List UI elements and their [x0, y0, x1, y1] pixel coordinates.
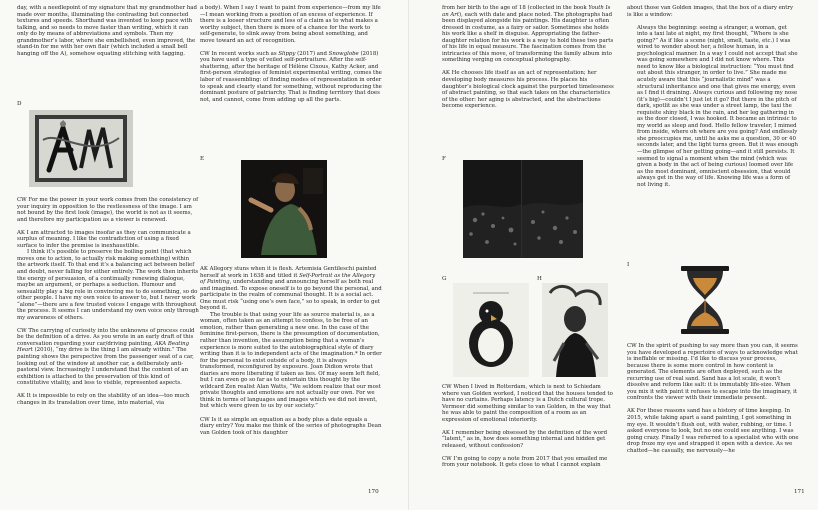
left-column-1-lower	[17, 197, 199, 406]
paragraph: AK I am attracted to images insofar as they can communicate a surplus of meaning. I like the contradiction of using a fixed surface to infer the premise is inexhaustible.	[17, 229, 191, 249]
page-number-right: 171	[794, 489, 805, 495]
figure-i	[675, 264, 735, 336]
figure-f-label: F	[442, 156, 446, 162]
shorthand-tag-photo-icon	[29, 110, 133, 187]
page-number-left: 170	[368, 489, 379, 495]
figure-e	[241, 160, 327, 258]
paragraph: CW I’m going to copy a note from 2017 that you emailed me from your notebook. It gets close to what I cannot explain	[442, 455, 608, 469]
hourglass-icon	[675, 264, 735, 336]
paragraph: CW Is it as simple an equation as a body plus a date equals a diary entry? You make me think of the series of photographs Dean van Golden took of his daughter	[200, 416, 382, 436]
paragraph: I think it’s possible to preserve the boiling point (that which moves one to action, to actually risk making something) within the artwork itself. To that end it’s a balancing act between belief and doubt, never falling for either entirely. The work then inherits the energy of persuasion, of a continually renewing dialogue, maybe an argument, or perhaps a seduction. Humour and sensuality play a big role in convincing me to do something, so do other people. I have my own voice to answer to, but I never work “alone”—there are a few trusted voices I engage with throughout the process. It seems I can understand my own voice only through my awareness of others.	[17, 249, 199, 321]
figure-h-label: H	[537, 276, 542, 282]
figure-g-label: G	[442, 276, 447, 282]
paragraph: CW In the spirit of pushing to say more than you can, it seems you have developed a repertoire of ways to acknowledge what is ineffable or missing. I’d like to discuss your process, because there is some more control in how content is generated. The elements are often deployed, such as the recurring use of real sand. Sand has a lot scale, it won’t dissolve and reform like salt: it is immutably life-size. When you mix it with paint it refuses to escape into the imaginary, it confronts the viewer with their immediate present.	[627, 343, 798, 402]
left-column-2-lower	[200, 266, 382, 436]
quoted-note: Always the beginning: seeing a stranger, a woman, get into a taxi late at night, my first thought, “Where is she going?” As if like a scene (night, smell, taste, etc.) I was wired to wonder about her, a fellow human, in a psychological manner. In a way I could not accept that she was going somewhere and I did not know where. This need to know like a biological instruction: “You must find out about this stranger, in order to live.” She made me acutely aware that this “journalistic mind” was a structural inheritance and one that gives me energy, even as I find it draining. Always curious and following my nose (it’s big)—couldn’t I just let it go? But there in the pitch of dark, spotlit as she was under a street lamp, the taxi the requisite shiny black in the rain, and her leg gathering in as the door closed, I was hooked. It became an intrinsic to my world as sleep and food. Hello fellow traveler, I mimed from inside, where oh where are you going? And endlessly she preoccupies me, until he asks me a question, 30 or 40 seconds later, and the light turns green. But it was enough—the glimpse of her getting going—and it still persists. It seemed to signal a moment when the mind (which was given a body in the act of being curious) loomed over life as the most dominant, omniscient obsession, that would always get in the way of life. Knowing life was a form of not living it.	[637, 24, 798, 188]
paragraph: CW In recent works such as Slippy (2017) and Snowglobe (2018) you have used a type of veiled self-portraiture. After the self-shattering, after the heritage of Hélène Cixous, Kathy Acker, and first-person strategies of feminist experimental writing, comes the labor of reassembling: of finding modes of representation in order to speak and clearly stand for something, without reproducing the dominant posture of patriarchy. That is finding territory that does not, and cannot, come from adding up all the parts.	[200, 50, 382, 103]
paragraph: day, with a needlepoint of my signature that my grandmother had made over months, illuminating the contrasting but connected textures and speeds. Shorthand was invented to keep pace with talking, and so needs to move faster than writing, which it can only do by means of abbreviations and symbols. Then my grandmother’s labor, where she embellished, even improved, the stand-in for me with her own flair (which included a small bell hanging off the A), somehow equating stitching with tagging.	[17, 5, 197, 57]
paragraph: The trouble is that using your life as source material is, as a woman, often taken as an attempt to confess, to be free of an emotion, rather than generating a new one. In the case of the feminine first-person, there is the presumption of documentation, rather than invention, the assumption being that a woman’s experience is more suited to the autobiographical style of diary writing than it is to independent acts of the imagination.* In order for the personal to exist outside of a body, it is always transformed, reconfigured by exposure. Joan Didion wrote that diaries are more liberating if taken as lies. Of may seem left field, but I can even go so far as to entertain this thought by the wildcard Zen realist Alan Watts, “We seldom realize that our most private thoughts and emotions are not actually our own. For we think in terms of languages and images which we did not invent, but which were given to us by our society.”	[200, 311, 382, 410]
paragraph: CW The carrying of curiosity into the unknowns of process could be the definition of a drive. As you wrote in an early draft of this conversation regarding your car/driving painting, AKA Beating Heart (2010), “my drive is the thing I am already within.” The painting shows the perspective from the passenger seat of a car, looking out of the window at another car, a deliberately anti-pastoral view. Increasingly I understand that the content of an exhibition is attached to the preservation of this kind of constitutive vitality, and less to visible, represented aspects.	[17, 327, 195, 387]
penguin-drawing-icon	[453, 283, 529, 377]
right-column-3	[442, 5, 614, 110]
paragraph: AK He chooses life itself as an act of representation; her developing body measures his process. He places his daughter’s biological clock against the purported timelessness of abstract painting, so that each takes on the characteristics of the other: her aging is abstracted, and the abstractions become experience.	[442, 70, 614, 110]
self-portrait-painting-icon	[241, 160, 327, 258]
paragraph: AK It is impossible to rely on the stability of an idea—too much changes in its translation over time, into material, via	[17, 393, 190, 406]
paragraph: AK For these reasons sand has a history of time keeping. In 2015, while taking apart a sand painting, I got something in my eye. It wouldn’t flush out, with water, rubbing, or time. I asked everyone to look, but no one could see anything. I was going crazy. Finally I was referred to a specialist who with one drop froze my eye and strapped it open with a device. As we chatted—he casually, me nervously—he	[627, 408, 799, 454]
paragraph: AK Allegory stuns when it is flesh. Artemisia Gentileschi painted herself at work in 1638 and titled it Self-Portrait as the Allegory of Painting, understanding and announcing herself as both real and imagined. To expose oneself is to go beyond the personal, and participate in the realm of communal thought. It is a social act. One must risk “using one’s own face,” so to speak, in order to get beyond it.	[200, 266, 382, 312]
right-column-4-lower	[627, 343, 799, 454]
bw-portrait-photo-icon	[542, 283, 608, 377]
paragraph: AK I remember being obsessed by the definition of the word “latent,” as in, how does something internal and hidden get released, without confession?	[442, 429, 608, 449]
right-column-4	[627, 5, 799, 188]
figure-d	[29, 110, 133, 187]
paragraph: a body). When I say I want to paint from experience—from my life—I mean working from a position of an excess of experience. If there is a looser structure and less of a claim as to what makes a worthy subject, then there is more of a chance for the work to self-generate, to slink away from being about something, and move toward an act of recognition.	[200, 5, 381, 44]
right-column-3-lower	[442, 384, 614, 469]
paragraph: CW When I lived in Rotterdam, which is next to Schiedam where van Golden worked, I noticed that the houses tended to have no curtains. Perhaps latency is a Dutch cultural trope. Vermeer did something similar to van Golden, in the way that he was able to paint the composition of a room as an expression of emotional interiority.	[442, 384, 613, 423]
left-column-1	[17, 5, 199, 57]
figure-g	[453, 283, 529, 377]
figure-f	[463, 160, 583, 258]
figure-e-label: E	[200, 156, 205, 162]
figure-h	[542, 283, 608, 377]
paragraph: from her birth to the age of 18 (collected in the book Youth Is an Art), each with date and place noted. The photographs had been displayed alongside his paintings. His daughter is often dressed in costume, as a fairy or sailor. Sometimes she holds his work like a shelf in disguise. Appropriating the father-daughter relation for his work is a way to hold these two parts of his life in equal measure. The fascination comes from the intricacies of this move, of transforming the family album into something verging on conceptual photography.	[442, 5, 614, 64]
figure-i-label: I	[627, 262, 630, 268]
right-page	[409, 0, 818, 510]
figure-d-label: D	[17, 101, 22, 107]
night-foliage-photobook-icon	[463, 160, 583, 258]
paragraph: CW For me the power in your work comes from the consistency of your inquiry in opposition to the restlessness of the image. I am not bound by the first look (image), the world is not as it seems, and therefore my participation as a viewer is renewed.	[17, 197, 199, 223]
left-column-2	[200, 5, 382, 103]
paragraph: about those van Golden images, that the box of a diary entry is like a window:	[627, 5, 794, 18]
